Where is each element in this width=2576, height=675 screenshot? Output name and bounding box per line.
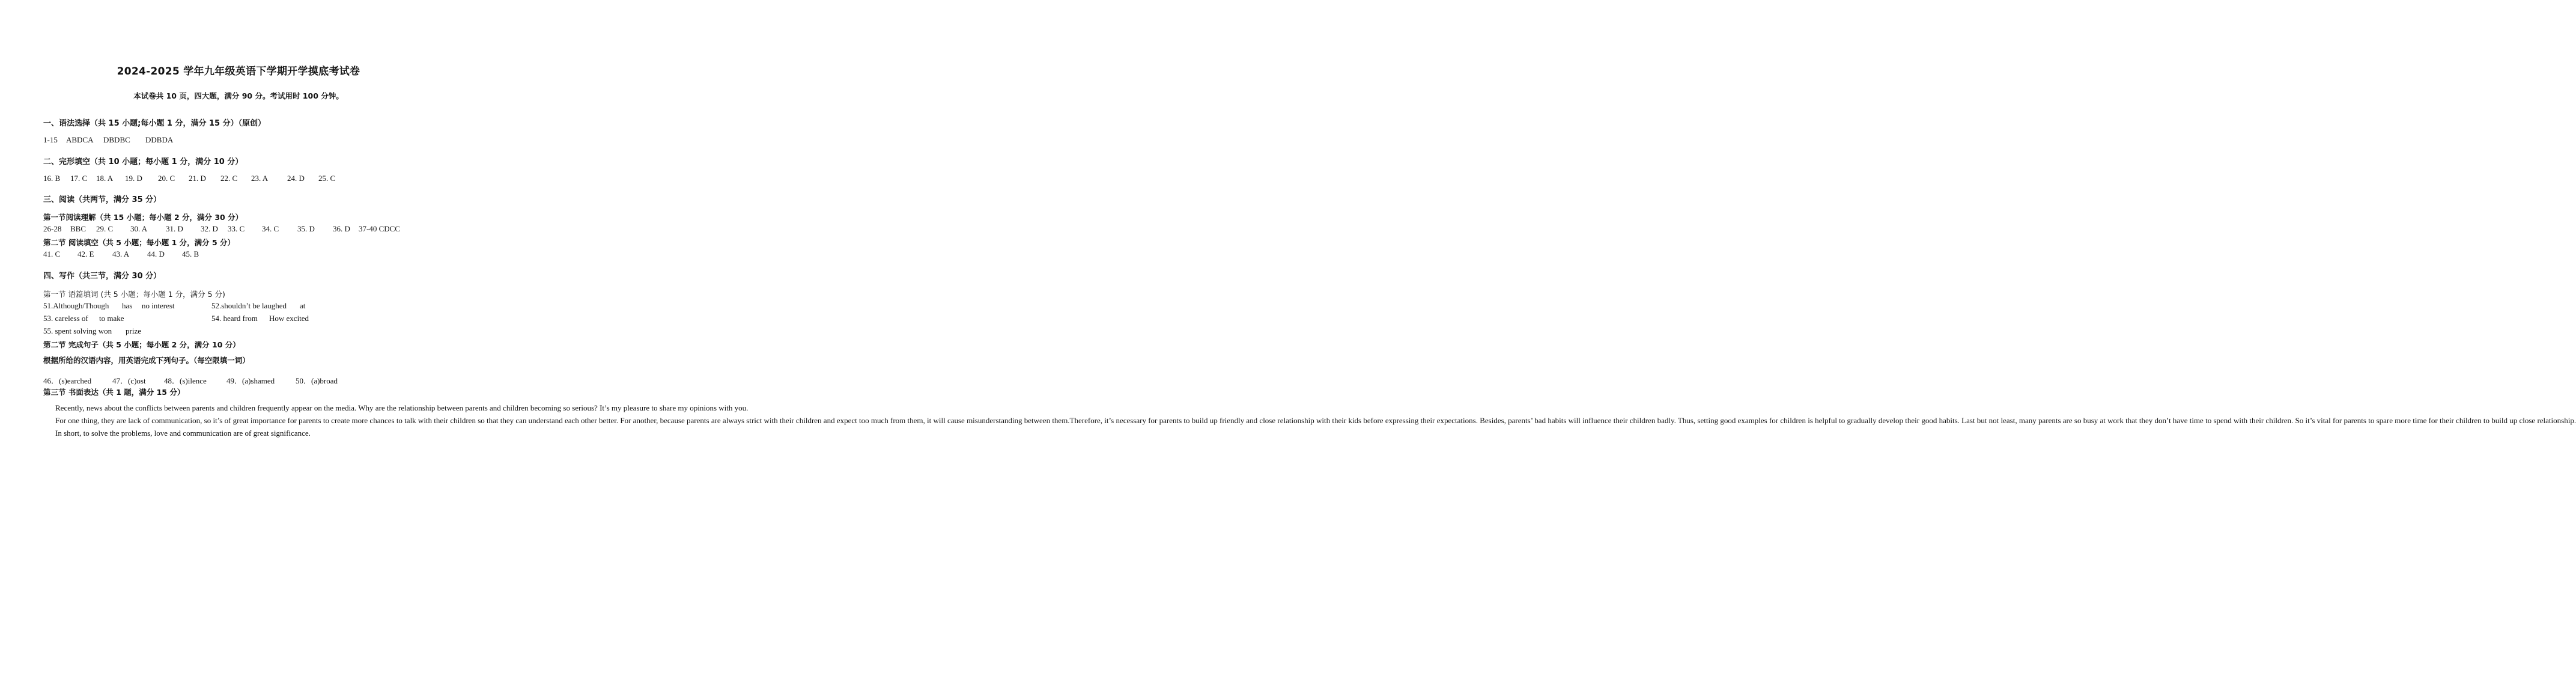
answer-item: DDBDA xyxy=(145,135,174,144)
answer-item: 37-40 CDCC xyxy=(359,224,400,233)
section-2-answers xyxy=(43,174,335,183)
answer-item: 36. D xyxy=(333,224,350,233)
answer-item: 35. D xyxy=(297,224,315,233)
fill-word-answer: 51.Although/Though xyxy=(43,301,109,310)
section-4-part-2-answers xyxy=(43,374,338,386)
fill-word-answer: has xyxy=(122,301,133,310)
answer-item: DBDBC xyxy=(103,135,130,144)
answer-item: 45. B xyxy=(182,249,199,258)
section-4-part-3-heading: 第三节 书面表达（共 1 题，满分 15 分） xyxy=(43,388,185,397)
page-title: 2024-2025 学年九年级英语下学期开学摸底考试卷 xyxy=(117,66,360,78)
section-4-heading: 四、写作（共三节，满分 30 分） xyxy=(43,272,162,281)
fill-word-answer: How excited xyxy=(269,314,309,323)
answer-item: 30. A xyxy=(130,224,148,233)
section-4-part-1-heading: 第一节 语篇填词 (共 5 小题；每小题 1 分，满分 5 分) xyxy=(43,290,225,299)
answer-item: 46．(s)earched xyxy=(43,376,92,385)
section-1-answers xyxy=(43,135,173,145)
answer-item: 24. D xyxy=(287,174,305,183)
fill-word-answer: no interest xyxy=(142,301,175,310)
answer-item: 32. D xyxy=(201,224,218,233)
fill-word-answer: at xyxy=(300,301,306,310)
answer-item: 19. D xyxy=(125,174,142,183)
answer-item: 50．(a)broad xyxy=(296,376,338,385)
answer-item: 31. D xyxy=(166,224,183,233)
fill-word-answer: to make xyxy=(99,314,124,323)
essay-paragraph: In short, to solve the problems, love and communication are of great significance. xyxy=(55,429,311,438)
section-3-part-1-heading: 第一节阅读理解（共 15 小题；每小题 2 分，满分 30 分） xyxy=(43,213,243,222)
section-1-heading: 一、语法选择（共 15 小题;每小题 1 分，满分 15 分）（原创） xyxy=(43,119,266,128)
answer-item: 43. A xyxy=(112,249,130,258)
answer-item: 1-15 xyxy=(43,135,58,144)
section-3-part-1-answers xyxy=(43,224,400,234)
fill-word-answer: 55. spent solving won xyxy=(43,326,112,335)
answer-item: 33. C xyxy=(228,224,245,233)
answer-item: 17. C xyxy=(70,174,88,183)
answer-item: 48．(s)ilence xyxy=(164,376,207,385)
answer-item: 41. C xyxy=(43,249,61,258)
answer-item: 20. C xyxy=(158,174,175,183)
answer-item: 21. D xyxy=(189,174,206,183)
answer-item: 23. A xyxy=(251,174,269,183)
answer-item: 26-28 xyxy=(43,224,62,233)
answer-item: 29. C xyxy=(96,224,114,233)
answer-item: ABDCA xyxy=(66,135,94,144)
answer-item: 49．(a)shamed xyxy=(226,376,275,385)
answer-item: 34. C xyxy=(262,224,279,233)
section-4-part-2-instruction: 根据所给的汉语内容，用英语完成下列句子。（每空限填一词） xyxy=(43,356,250,365)
essay-paragraph: Recently, news about the conflicts between parents and children frequently appear on the media. Why are the relationship between parents and children becoming so serious? It’s my pleasure to share my opinions with you. xyxy=(55,403,749,412)
section-3-part-2-answers xyxy=(43,249,199,259)
answer-item: 42. E xyxy=(77,249,94,258)
essay-paragraph: For one thing, they are lack of communication, so it’s of great importance for parents to create more chances to talk with their children so that they can understand each other better. For another, because parents are always strict with their children and expect too much from them, it will cause misunderstanding between them.Therefore, it’s necessary for parents to build up friendly and close relationship with their kids before expressing their expectations. Besides, parents’ bad habits will influence their children badly. Thus, setting good examples for children is helpful to gradually develop their good habits. Last but not least, many parents are so busy at work that they don’t have time to spend with their children. So it’s vital for parents to spare more time for their children to build up close relationship. xyxy=(55,416,2576,426)
exam-info: 本试卷共 10 页，四大题，满分 90 分。考试用时 100 分钟。 xyxy=(133,91,344,100)
fill-word-answer: 53. careless of xyxy=(43,314,88,323)
answer-item: 25. C xyxy=(318,174,336,183)
answer-item: BBC xyxy=(70,224,87,233)
section-3-part-2-heading: 第二节 阅读填空（共 5 小题；每小题 1 分，满分 5 分） xyxy=(43,238,235,247)
fill-word-answer: 52.shouldn’t be laughed xyxy=(211,301,287,310)
answer-item: 22. C xyxy=(220,174,238,183)
section-4-part-2-heading: 第二节 完成句子（共 5 小题；每小题 2 分，满分 10 分） xyxy=(43,340,240,349)
answer-item: 16. B xyxy=(43,174,61,183)
section-2-heading: 二、完形填空（共 10 小题；每小题 1 分，满分 10 分） xyxy=(43,157,243,166)
fill-word-answer: 54. heard from xyxy=(211,314,258,323)
model-essay xyxy=(43,402,2576,440)
fill-word-answer: prize xyxy=(126,326,141,335)
section-3-heading: 三、阅读（共两节，满分 35 分） xyxy=(43,195,162,204)
answer-item: 44. D xyxy=(147,249,165,258)
answer-item: 47．(c)ost xyxy=(112,376,146,385)
answer-item: 18. A xyxy=(96,174,114,183)
